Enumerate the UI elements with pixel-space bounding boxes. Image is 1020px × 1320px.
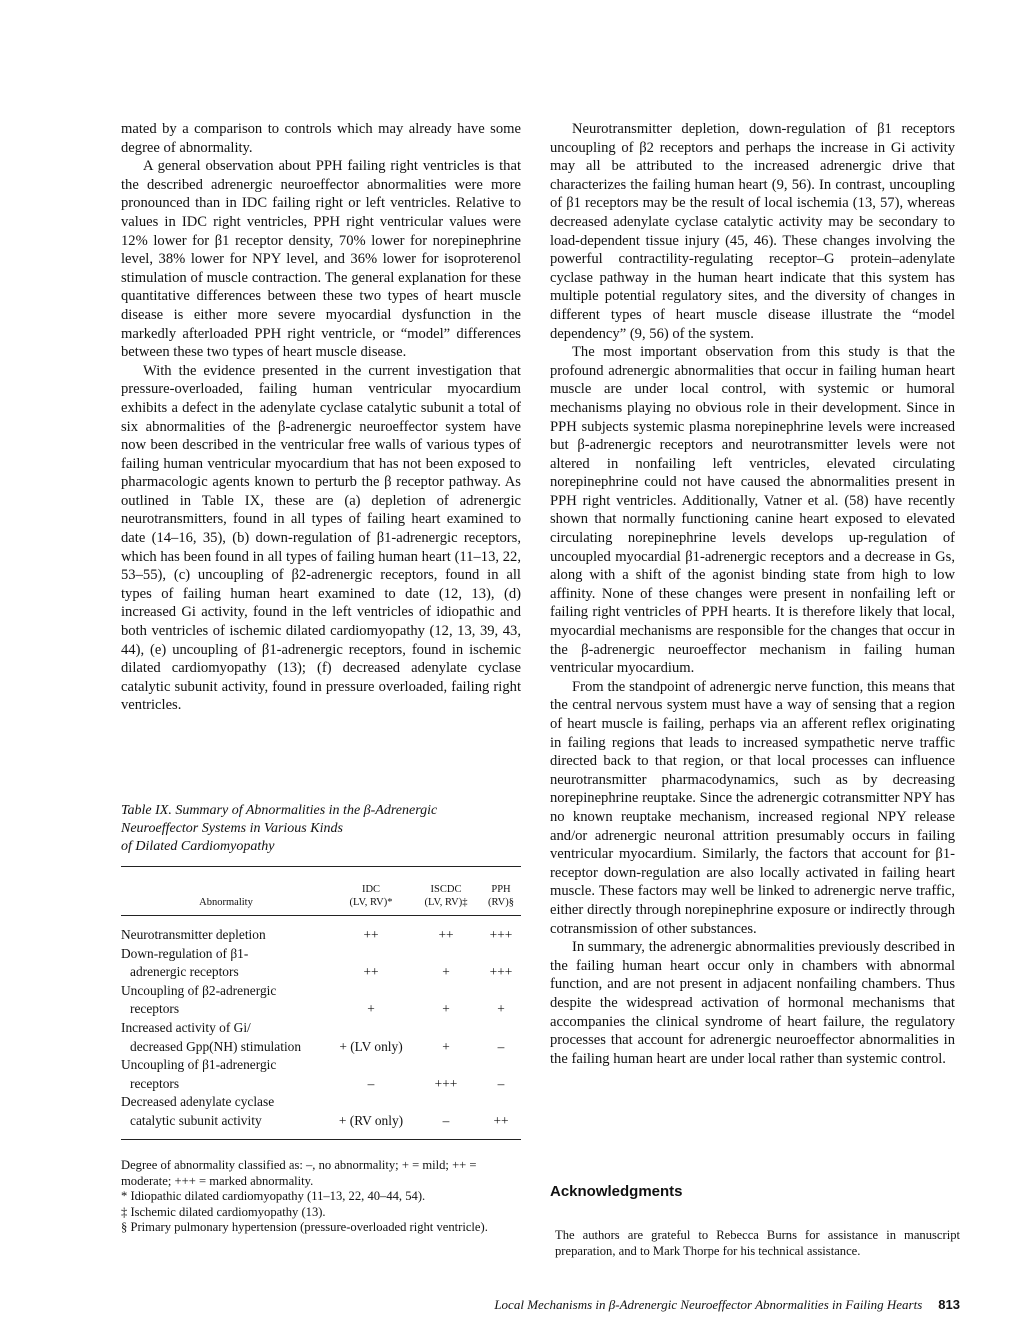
footnote: Degree of abnormality classified as: –, no abnormality; + = mild; ++ = moderate; +++ = marked abnormality. bbox=[121, 1158, 477, 1188]
footnote: * Idiopathic dilated cardiomyopathy (11–13, 22, 40–44, 54). bbox=[121, 1189, 426, 1204]
paragraph: Neurotransmitter depletion, down-regulation of β1 receptors uncoupling of β2 receptors and perhaps the increase in Gi activity may all be attributed to the increased adrenergic drive that characterizes the failing human heart (9, 56). In contrast, uncoupling of β1 receptors may be the result of local ischemia (13, 57), whereas decreased adenylate cyclase catalytic activity may be secondary to load-dependent tissue injury (45, 46). These changes involving the powerful contractility-regulating receptor–G protein–adenylate cyclase pathway in the human heart indicate that this system has multiple potential regulatory sites, and the diversity of changes in different types of heart muscle disease illustrate the “model dependency” (9, 56) of the system. bbox=[550, 121, 955, 342]
header-iscdc: ISCDC (LV, RV)‡ bbox=[424, 884, 468, 908]
paragraph: In summary, the adrenergic abnormalities previously described in the failing human heart occur only in chambers with abnormal function, and are not present in adjacent nonfailing chambers. Thus despite the widespread activation of hormonal mechanisms that accompanies the clinical syndrome of heart failure, the regulatory processes that account for adrenergic neuroeffector abnormalities in the failing human heart are under local rather than systemic control. bbox=[550, 939, 955, 1067]
caption-line: Neuroeffector Systems in Various Kinds bbox=[121, 821, 343, 836]
page-number: 813 bbox=[938, 1297, 960, 1312]
header-idc: IDC (LV, RV)* bbox=[349, 884, 393, 908]
acknowledgments-text: The authors are grateful to Rebecca Burns for assistance in manuscript preparation, and to Mark Thorpe for his technical assistance. bbox=[555, 1228, 960, 1258]
paragraph: mated by a comparison to controls which may already have some degree of abnormality. bbox=[121, 121, 521, 156]
page-footer bbox=[420, 1297, 960, 1313]
right-column bbox=[550, 120, 955, 1068]
paragraph: With the evidence presented in the current investigation that pressure-overloaded, failing human ventricular myocardium exhibits a defect in the adenylate cyclase catalytic subunit a total of six abnormalities of the β-adrenergic neuroeffector system have now been described in the ventricular free walls of various types of failing human ventricular myocardium that has not been exposed to pharmacologic agents known to perturb the β receptor pathway. As outlined in Table IX, these are (a) depletion of adrenergic neurotransmitters, found in all types of failing heart examined to date (14–16, 35), (b) down-regulation of β1-adrenergic receptors, which has been found in all types of failing human heart (11–13, 22, 53–55), (c) uncoupling of β2-adrenergic receptors, found in all types of failing human heart examined to date (12, 13), (d) increased Gi activity, found in the left ventricles of idiopathic and both ventricles of ischemic dilated cardiomyopathy (12, 13, 39, 43, 44), (e) uncoupling of β1-adrenergic receptors, found in ischemic dilated cardiomyopathy (13); (f) decreased adenylate cyclase catalytic subunit activity, found in pressure overloaded, failing right ventricles. bbox=[121, 362, 521, 714]
header-pph: PPH (RV)§ bbox=[488, 884, 514, 908]
table-header bbox=[121, 867, 521, 915]
table-row: Neurotransmitter depletion ++ ++ +++ bbox=[121, 927, 513, 942]
table-footnotes bbox=[121, 1158, 521, 1236]
header-abnormality: Abnormality bbox=[199, 897, 253, 908]
paragraph: The most important observation from this study is that the profound adrenergic abnormalities that occur in failing human heart muscle are under local control, with systemic or humoral mechanisms playing no obvious role in their development. Since in PPH subjects systemic plasma norepinephrine levels were increased but β-adrenergic receptors and neurotransmitter levels were not altered in nonfailing left ventricles, elevated circulating norepinephrine could not have caused the abnormalities present in PPH right ventricles. Additionally, Vatner et al. (58) have recently shown that normally functioning canine heart exposed to elevated circulating norepinephrine levels develops up-regulation of uncoupled myocardial β1-adrenergic receptors and a decrease in Gs, along with a shift of the agonist binding state from high to low affinity. None of these changes were present in nonfailing left or failing right ventricles of PPH hearts. It is therefore likely that local, myocardial mechanisms are responsible for the changes that occur in the β-adrenergic neuroeffector mechanism in failing human ventricular myocardium. bbox=[550, 344, 955, 677]
table-row: Uncoupling of β1-adrenergic receptors – +++ – bbox=[121, 1057, 505, 1091]
caption-line: Table IX. Summary of Abnormalities in the β-Adrenergic bbox=[121, 803, 438, 818]
table-row: Increased activity of Gi/ decreased Gpp(NH) stimulation + (LV only) + – bbox=[121, 1019, 505, 1054]
abnormalities-table bbox=[121, 866, 521, 1140]
left-column bbox=[121, 120, 521, 715]
paragraph: From the standpoint of adrenergic nerve function, this means that the central nervous system must have a way of sensing that a region of heart muscle is failing, perhaps via an afferent reflex originating in failing regions that leads to increased sympathetic nerve traffic directed back to that region, or that local processes can influence neurotransmitter pharmacodynamics, such as by decreasing norepinephrine reuptake. Since the adrenergic cotransmitter NPY has no known reuptake mechanism, increased regional NPY release and/or adrenergic neuronal attrition presumably occurs in failing ventricular myocardium. Similarly, the factors that account for β1-receptor down-regulation are also locally activated in failing heart muscle. These factors may well be linked to adrenergic nerve traffic, either directly through norepinephrine exposure or indirectly through cotransmission of other substances. bbox=[550, 678, 955, 937]
table-caption bbox=[121, 802, 521, 856]
footnote: ‡ Ischemic dilated cardiomyopathy (13). bbox=[121, 1204, 326, 1219]
table-row: Uncoupling of β2-adrenergic receptors + + + bbox=[121, 982, 505, 1017]
table-body bbox=[121, 916, 521, 1139]
table-bottom-rule bbox=[121, 1139, 521, 1140]
running-title: Local Mechanisms in β-Adrenergic Neuroeffector Abnormalities in Failing Hearts bbox=[494, 1297, 923, 1312]
caption-line: of Dilated Cardiomyopathy bbox=[121, 839, 275, 854]
acknowledgments-heading: Acknowledgments bbox=[550, 1183, 683, 1200]
paragraph: A general observation about PPH failing right ventricles is that the described adrenergic neuroeffector abnormalities were more pronounced than in IDC failing right or left ventricles. Relative to values in IDC right ventricles, PPH right ventricular values were 12% lower for β1 receptor density, 70% lower for norepinephrine level, 38% lower for NPY level, and 36% lower for isoproterenol stimulation of muscle contraction. The general explanation for these quantitative differences between these two types of heart muscle disease is either more severe myocardial dysfunction in the markedly afterloaded PPH right ventricle, or “model” differences between these two types of heart muscle disease. bbox=[121, 158, 521, 361]
table-row: Down-regulation of β1- adrenergic receptors ++ + +++ bbox=[121, 945, 513, 980]
table-row: Decreased adenylate cyclase catalytic subunit activity + (RV only) – ++ bbox=[121, 1094, 509, 1128]
footnote: § Primary pulmonary hypertension (pressure-overloaded right ventricle). bbox=[121, 1220, 488, 1235]
